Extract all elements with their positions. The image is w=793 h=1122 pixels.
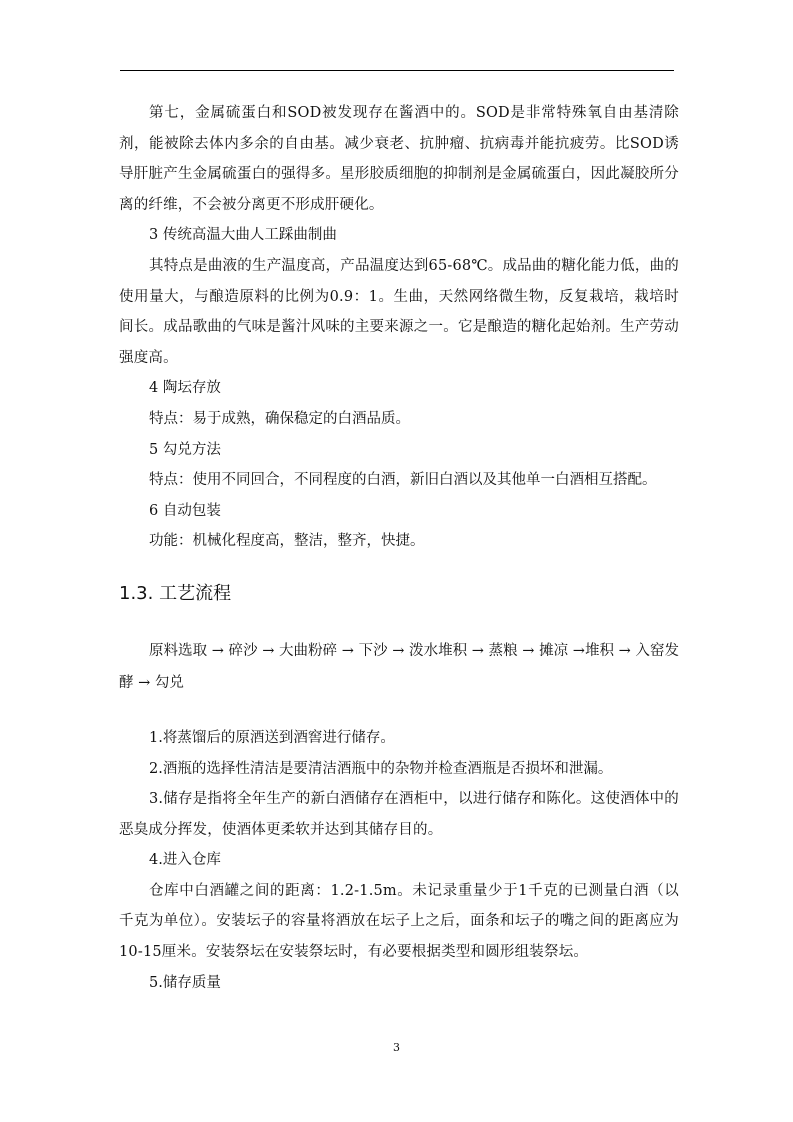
step-5-storage-quality: 5.储存质量: [149, 974, 221, 991]
paragraph-warehouse-details: 仓库中白酒罐之间的距离：1.2-1.5m。未记录重量少于1千克的已测量白酒（以千克为单位）。安装坛子的容量将酒放在坛子上之后，面条和坛子的嘴之间的距离应为10-15厘米。安装祭坛在安装祭坛时，有必要根据类型和圆形组装祭坛。: [119, 882, 679, 961]
step-2-bottle-cleaning: 2.酒瓶的选择性清洁是要清洁酒瓶中的杂物并检查酒瓶是否损坏和泄漏。: [149, 760, 613, 777]
paragraph-pottery-features: 特点：易于成熟，确保稳定的白酒品质。: [149, 410, 410, 427]
step-3-storage-aging: 3.储存是指将全年生产的新白酒储存在酒柜中，以进行储存和陈化。这使酒体中的恶臭成分挥发，使酒体更柔软并达到其储存目的。: [119, 791, 679, 838]
header-rule: [120, 70, 674, 71]
paragraph-daqu-features: 其特点是曲液的生产温度高，产品温度达到65-68℃。成品曲的糖化能力低，曲的使用量大，与酿造原料的比例为0.9：1。生曲，天然网络微生物，反复栽培，栽培时间长。成品歌曲的气味是酱汁风味的主要来源之一。它是酿造的糖化起始剂。生产劳动强度高。: [119, 257, 679, 366]
subheading-blending-method: 5 勾兑方法: [149, 441, 221, 458]
paragraph-metallothionein-sod: 第七，金属硫蛋白和SOD被发现存在酱酒中的。SOD是非常特殊氧自由基清除剂，能被除去体内多余的自由基。减少衰老、抗肿瘤、抗病毒并能抗疲劳。比SOD诱导肝脏产生金属硫蛋白的强得多。星形胶质细胞的抑制剂是金属硫蛋白，因此凝胶所分离的纤维，不会被分离更不形成肝硬化。: [119, 105, 679, 213]
section-heading-process-flow: 1.3. 工艺流程: [119, 582, 232, 604]
subheading-auto-packaging: 6 自动包装: [149, 502, 221, 519]
subheading-pottery-storage: 4 陶坛存放: [149, 380, 221, 397]
paragraph-packaging-features: 功能：机械化程度高，整洁，整齐，快捷。: [149, 533, 425, 550]
page-content: [119, 98, 679, 998]
process-flow-line: 原料选取 → 碎沙 → 大曲粉碎 → 下沙 → 泼水堆积 → 蒸粮 → 摊凉 →堆积 → 入窑发酵 → 勾兑: [119, 642, 679, 691]
spacer: [119, 699, 679, 723]
step-4-warehouse: 4.进入仓库: [149, 852, 221, 869]
subheading-traditional-daqu: 3 传统高温大曲人工踩曲制曲: [149, 227, 337, 244]
page-number: 3: [393, 1041, 400, 1054]
step-1-storage: 1.将蒸馏后的原酒送到酒窖进行储存。: [149, 729, 395, 746]
paragraph-blending-features: 特点：使用不同回合，不同程度的白酒，新旧白酒以及其他单一白酒相互搭配。: [149, 472, 657, 489]
